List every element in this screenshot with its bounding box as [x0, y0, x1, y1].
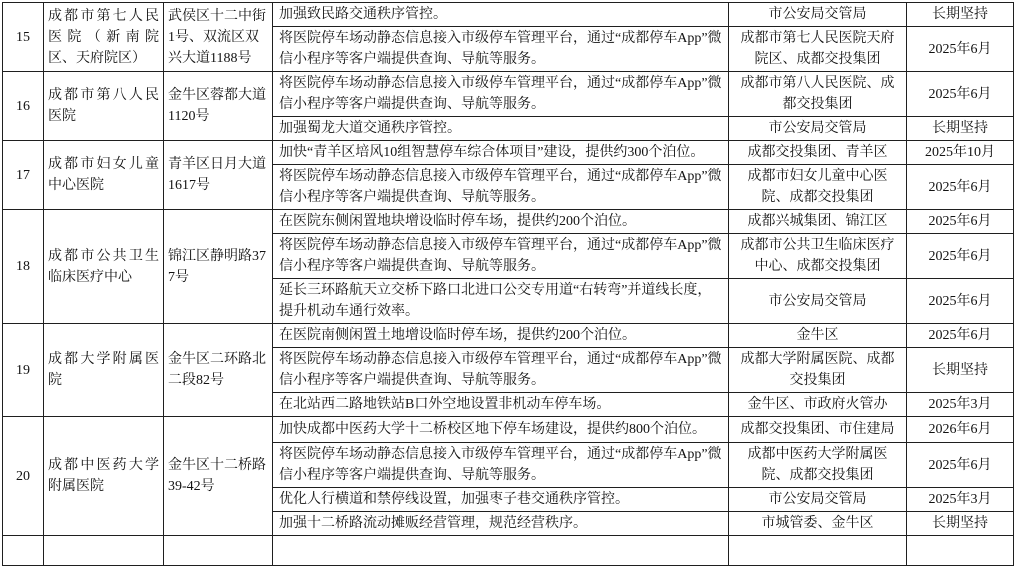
owner-cell: 市城管委、金牛区: [729, 512, 907, 536]
owner-cell: 成都兴城集团、锦江区: [729, 210, 907, 234]
hospital-name-cell: 成都市第七人民医院（新南院区、天府院区）: [44, 3, 164, 72]
hospital-name-cell: 成都市妇女儿童中心医院: [44, 141, 164, 210]
row-number-cell: 20: [3, 417, 44, 536]
owner-cell: 市公安局交管局: [729, 3, 907, 27]
deadline-cell: 2025年6月: [907, 279, 1014, 324]
empty-cell: [44, 536, 164, 566]
deadline-cell: 2025年6月: [907, 72, 1014, 117]
deadline-cell: 2025年3月: [907, 393, 1014, 417]
deadline-cell: 长期坚持: [907, 117, 1014, 141]
deadline-cell: 2025年6月: [907, 234, 1014, 279]
measure-cell: 将医院停车场动静态信息接入市级停车管理平台，通过“成都停车App”微信小程序等客户端提供查询、导航等服务。: [273, 234, 729, 279]
owner-cell: 成都市第八人民医院、成都交投集团: [729, 72, 907, 117]
hospital-measures-table: [2, 2, 1014, 566]
row-number-cell: 17: [3, 141, 44, 210]
deadline-cell: 2025年6月: [907, 27, 1014, 72]
table-row: [3, 417, 1014, 443]
owner-cell: 成都大学附属医院、成都交投集团: [729, 348, 907, 393]
hospital-name-cell: 成都中医药大学附属医院: [44, 417, 164, 536]
deadline-cell: 2025年6月: [907, 165, 1014, 210]
owner-cell: 市公安局交管局: [729, 279, 907, 324]
measure-cell: 将医院停车场动静态信息接入市级停车管理平台，通过“成都停车App”微信小程序等客户端提供查询、导航等服务。: [273, 348, 729, 393]
owner-cell: 市公安局交管局: [729, 488, 907, 512]
address-cell: 青羊区日月大道1617号: [164, 141, 273, 210]
owner-cell: 成都交投集团、青羊区: [729, 141, 907, 165]
deadline-cell: 2025年3月: [907, 488, 1014, 512]
measure-cell: 优化人行横道和禁停线设置，加强枣子巷交通秩序管控。: [273, 488, 729, 512]
measure-cell: 加强十二桥路流动摊贩经营管理，规范经营秩序。: [273, 512, 729, 536]
deadline-cell: 2025年6月: [907, 210, 1014, 234]
measure-cell: 将医院停车场动静态信息接入市级停车管理平台，通过“成都停车App”微信小程序等客户端提供查询、导航等服务。: [273, 72, 729, 117]
address-cell: 金牛区二环路北二段82号: [164, 324, 273, 417]
owner-cell: 市公安局交管局: [729, 117, 907, 141]
deadline-cell: 长期坚持: [907, 348, 1014, 393]
deadline-cell: 2025年6月: [907, 443, 1014, 488]
hospital-name-cell: 成都大学附属医院: [44, 324, 164, 417]
measure-cell: 在北站西二路地铁站B口外空地设置非机动车停车场。: [273, 393, 729, 417]
owner-cell: 成都中医药大学附属医院、成都交投集团: [729, 443, 907, 488]
row-number-cell: 16: [3, 72, 44, 141]
measure-cell: 加强蜀龙大道交通秩序管控。: [273, 117, 729, 141]
deadline-cell: 2025年10月: [907, 141, 1014, 165]
address-cell: 金牛区蓉都大道1120号: [164, 72, 273, 141]
measure-cell: 将医院停车场动静态信息接入市级停车管理平台，通过“成都停车App”微信小程序等客户端提供查询、导航等服务。: [273, 165, 729, 210]
table-row: [3, 3, 1014, 27]
table-row: [3, 141, 1014, 165]
measure-cell: 将医院停车场动静态信息接入市级停车管理平台，通过“成都停车App”微信小程序等客户端提供查询、导航等服务。: [273, 27, 729, 72]
table-row: [3, 210, 1014, 234]
deadline-cell: 长期坚持: [907, 512, 1014, 536]
empty-cell: [3, 536, 44, 566]
row-number-cell: 19: [3, 324, 44, 417]
owner-cell: 成都市第七人民医院天府院区、成都交投集团: [729, 27, 907, 72]
deadline-cell: 2026年6月: [907, 417, 1014, 443]
empty-cell: [907, 536, 1014, 566]
owner-cell: 成都交投集团、市住建局: [729, 417, 907, 443]
measure-cell: 加快成都中医药大学十二桥校区地下停车场建设，提供约800个泊位。: [273, 417, 729, 443]
deadline-cell: 长期坚持: [907, 3, 1014, 27]
address-cell: 锦江区静明路377号: [164, 210, 273, 324]
measure-cell: 在医院南侧闲置土地增设临时停车场，提供约200个泊位。: [273, 324, 729, 348]
empty-cell: [729, 536, 907, 566]
partial-next-row: [3, 536, 1014, 566]
empty-cell: [273, 536, 729, 566]
address-cell: 金牛区十二桥路39-42号: [164, 417, 273, 536]
measure-cell: 延长三环路航天立交桥下路口北进口公交专用道“右转弯”并道线长度，提升机动车通行效率。: [273, 279, 729, 324]
table-row: [3, 324, 1014, 348]
deadline-cell: 2025年6月: [907, 324, 1014, 348]
hospital-name-cell: 成都市第八人民医院: [44, 72, 164, 141]
owner-cell: 金牛区: [729, 324, 907, 348]
address-cell: 武侯区十二中街1号、双流区双兴大道1188号: [164, 3, 273, 72]
owner-cell: 成都市妇女儿童中心医院、成都交投集团: [729, 165, 907, 210]
measure-cell: 加快“青羊区培风10组智慧停车综合体项目”建设，提供约300个泊位。: [273, 141, 729, 165]
measure-cell: 将医院停车场动静态信息接入市级停车管理平台，通过“成都停车App”微信小程序等客户端提供查询、导航等服务。: [273, 443, 729, 488]
empty-cell: [164, 536, 273, 566]
measure-cell: 加强致民路交通秩序管控。: [273, 3, 729, 27]
owner-cell: 金牛区、市政府火管办: [729, 393, 907, 417]
table-row: [3, 72, 1014, 117]
owner-cell: 成都市公共卫生临床医疗中心、成都交投集团: [729, 234, 907, 279]
row-number-cell: 15: [3, 3, 44, 72]
hospital-name-cell: 成都市公共卫生临床医疗中心: [44, 210, 164, 324]
measure-cell: 在医院东侧闲置地块增设临时停车场，提供约200个泊位。: [273, 210, 729, 234]
row-number-cell: 18: [3, 210, 44, 324]
